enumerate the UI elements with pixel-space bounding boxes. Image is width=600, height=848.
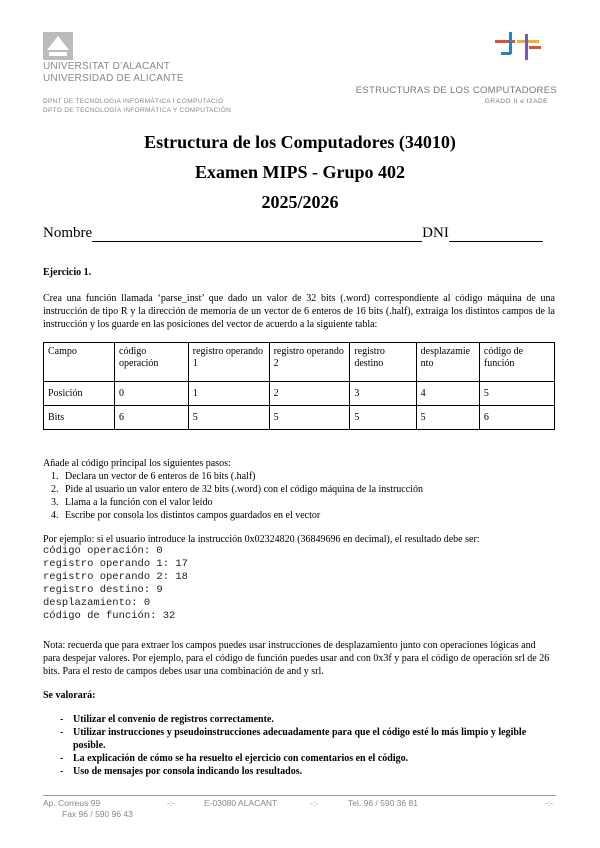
example-output-line: registro destino: 9: [43, 584, 163, 596]
table-cell: código operación: [115, 343, 189, 382]
course-logo: [495, 32, 545, 64]
table-cell: código de función: [479, 343, 554, 382]
exam-title: Estructura de los Computadores (34010): [144, 132, 456, 152]
table-cell: 5: [479, 382, 554, 406]
steps-list: [43, 470, 555, 522]
name-label: Nombre: [43, 225, 93, 241]
table-cell: 6: [115, 406, 189, 430]
example-output-line: registro operando 2: 18: [43, 571, 188, 583]
table-header-row: [44, 343, 555, 382]
table-cell: 6: [479, 406, 554, 430]
table-cell: 5: [269, 406, 350, 430]
criteria-list: [43, 713, 555, 778]
criteria-heading: Se valorará:: [43, 690, 96, 701]
university-name-valencian: UNIVERSITAT D’ALACANT: [43, 61, 170, 72]
university-name-spanish: UNIVERSIDAD DE ALICANTE: [43, 73, 184, 84]
footer-divider: [43, 795, 556, 796]
list-item: - Uso de mensajes por consola indicando los resultados.: [43, 765, 555, 778]
table-cell: 5: [188, 406, 269, 430]
table-cell: 0: [115, 382, 189, 406]
list-item: - La explicación de cómo se ha resuelto el ejercicio con comentarios en el código.: [43, 752, 555, 765]
table-cell: 4: [416, 382, 479, 406]
course-degree: GRADO II e I2ADE: [484, 98, 548, 105]
note: Nota: recuerda que para extraer los campos puedes usar instrucciones de desplazamiento junto con operaciones lógicas and para despejar valores. Por ejemplo, para el código de función puedes usar and con 0x3f y para el código de operación srl de 26 bits. Para el resto de campos debes usar una combinación de and y srl.: [43, 640, 550, 677]
list-item: - Utilizar instrucciones y pseudoinstrucciones adecuadamente para que el código esté lo más limpio y legible posible.: [43, 726, 555, 752]
list-item: 2. Pide al usuario un valor entero de 32 bits (.word) con el código máquina de la instrucción: [61, 483, 555, 496]
table-cell: registro destino: [350, 343, 416, 382]
dni-field[interactable]: [449, 227, 543, 242]
example-output-line: desplazamiento: 0: [43, 597, 151, 609]
table-cell: 5: [416, 406, 479, 430]
department-name-spanish: DPTO DE TECNOLOGÍA INFORMÁTICA Y COMPUTACIÓN: [43, 107, 232, 114]
table-cell: Bits: [44, 406, 115, 430]
fields-table: [43, 342, 555, 430]
footer-address: Ap. Correus 99: [43, 798, 101, 808]
name-field[interactable]: [92, 227, 422, 242]
table-cell: 3: [350, 382, 416, 406]
dni-label: DNI: [422, 225, 449, 241]
footer-fax: Fax 96 / 590 96 43: [62, 809, 133, 819]
steps-intro: Añade al código principal los siguientes pasos:: [43, 458, 231, 469]
footer-phone: Tel. 96 / 590 36 81: [348, 798, 418, 808]
list-item: 1. Declara un vector de 6 enteros de 16 bits (.half): [61, 470, 555, 483]
table-cell: Posición: [44, 382, 115, 406]
identity-row: [43, 225, 553, 242]
list-item: - Utilizar el convenio de registros correctamente.: [43, 713, 555, 726]
table-row: [44, 406, 555, 430]
exam-year: 2025/2026: [261, 192, 339, 212]
table-cell: desplazamiento: [416, 343, 479, 382]
table-cell: 5: [350, 406, 416, 430]
exam-subtitle: Examen MIPS - Grupo 402: [194, 162, 405, 182]
example-output-line: código de función: 32: [43, 610, 176, 622]
example-output-line: registro operando 1: 17: [43, 558, 188, 570]
list-item: 3. Llama a la función con el valor leído: [61, 496, 555, 509]
table-cell: 2: [269, 382, 350, 406]
table-cell: Campo: [44, 343, 115, 382]
list-item: 4. Escribe por consola los distintos campos guardados en el vector: [61, 509, 555, 522]
exercise-intro: Crea una función llamada ‘parse_inst’ que dado un valor de 32 bits (.word) correspondiente al código máquina de una instrucción de tipo R y la dirección de memoria de un vector de 6 enteros de 16 bits (.half), extraiga los distintos campos de la instrucción y los guarde en las posiciones del vector de acuerdo a la siguiente tabla:: [43, 293, 555, 330]
example-intro: Por ejemplo: si el usuario introduce la instrucción 0x02324820 (36849696 en decimal), el resultado debe ser:: [43, 534, 480, 545]
footer-city: E-03080 ALACANT: [204, 798, 278, 808]
exercise-heading: Ejercicio 1.: [43, 267, 92, 278]
table-cell: registro operando 1: [188, 343, 269, 382]
university-logo: [43, 32, 73, 60]
table-cell: registro operando 2: [269, 343, 350, 382]
table-row: [44, 382, 555, 406]
example-output-line: código operación: 0: [43, 545, 163, 557]
table-cell: 1: [188, 382, 269, 406]
footer-separator: -:-: [545, 798, 554, 808]
footer-separator: -:-: [310, 798, 319, 808]
course-name: ESTRUCTURAS DE LOS COMPUTADORES: [355, 85, 557, 96]
department-name-valencian: DPNT DE TECNOLOGIA INFORMÀTICA I COMPUTACIÓ: [43, 98, 224, 105]
footer-separator: -:-: [167, 798, 176, 808]
